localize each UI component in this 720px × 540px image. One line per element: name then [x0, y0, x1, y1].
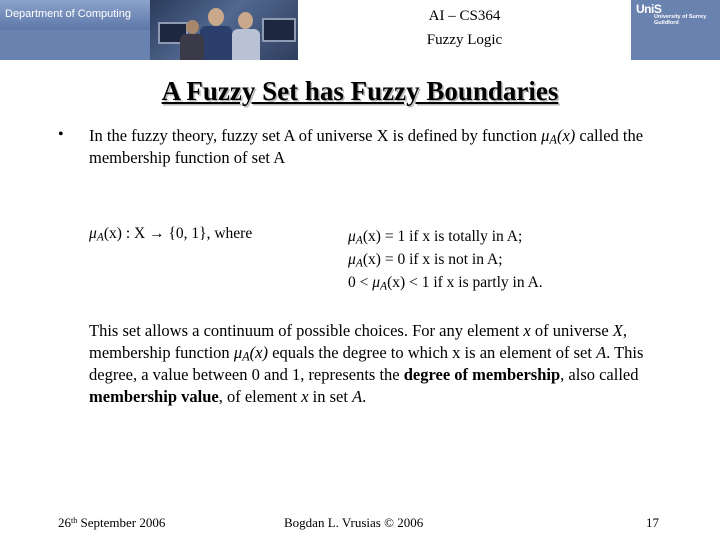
unis-wordmark: UniS: [636, 2, 662, 16]
bullet-text: [89, 125, 689, 169]
mu-subscript: A: [355, 256, 363, 270]
person-body: [180, 34, 204, 60]
department-label: Department of Computing: [5, 8, 131, 20]
case-line: [348, 225, 543, 248]
explanation-text: This set allows a continuum of possible choices. For any element: [89, 321, 524, 340]
explanation-paragraph: [89, 320, 689, 408]
lab-photo: [150, 0, 298, 60]
department-bar: [0, 0, 150, 30]
explanation-text: , membership function: [89, 321, 627, 362]
university-name-line1: University of Surrey: [654, 14, 707, 20]
case-text: (x) < 1 if x is partly in A.: [387, 274, 543, 291]
explanation-bold: degree of membership: [403, 365, 561, 384]
mu-subscript: A: [242, 349, 250, 364]
course-subtitle: Fuzzy Logic: [426, 32, 503, 48]
mu-subscript: A: [549, 132, 557, 147]
mu-symbol: μ: [372, 274, 381, 291]
explanation-text: in set: [308, 387, 353, 406]
person-head: [238, 12, 253, 29]
arrow-right-icon: →: [149, 225, 165, 242]
mu-symbol: μ: [541, 126, 550, 145]
explanation-text: , of element: [218, 387, 302, 406]
person-body: [200, 26, 232, 60]
university-name: [654, 14, 706, 26]
mu-argument: (x): [249, 343, 268, 362]
date-rest: September 2006: [77, 515, 166, 530]
explanation-text: of universe: [530, 321, 613, 340]
explanation-text: equals the degree to which x is an element of set: [268, 343, 597, 362]
case-line: [348, 248, 543, 271]
case-text: (x) = 0 if x is not in A;: [362, 251, 503, 268]
mu-symbol: μ: [89, 225, 97, 242]
page-number: 17: [646, 515, 659, 530]
explanation-italic: x: [301, 387, 309, 406]
university-name-line2: Guildford: [654, 20, 679, 26]
case-text: (x) = 1 if x is totally in A;: [362, 228, 523, 245]
mu-subscript: A: [380, 279, 388, 293]
topic-panel: [298, 0, 631, 60]
footer-date: [58, 515, 165, 531]
person-head: [186, 20, 199, 34]
date-day: 26: [58, 515, 71, 530]
definition-left: [89, 225, 252, 243]
explanation-text: .: [362, 387, 367, 406]
definition-text: (x) : X: [103, 225, 150, 242]
university-logo: [634, 2, 718, 32]
explanation-text: . This degree, a value between 0 and 1, represents the: [89, 343, 644, 384]
mu-symbol: μ: [348, 251, 356, 268]
person-body: [232, 29, 260, 60]
person-head: [208, 8, 224, 26]
footer-author: Bogdan L. Vrusias © 2006: [284, 515, 424, 530]
mu-subscript: A: [96, 230, 104, 244]
mu-argument: (x): [556, 126, 576, 145]
explanation-italic: A: [596, 343, 607, 362]
header-band: [0, 0, 720, 60]
date-suffix: th: [71, 516, 78, 525]
bullet-text-part: In the fuzzy theory, fuzzy set A of universe X is defined by function: [89, 126, 542, 145]
course-title: AI – CS364: [428, 8, 501, 24]
mu-symbol: μ: [233, 343, 243, 362]
monitor-shape: [262, 18, 296, 42]
explanation-italic: A: [352, 387, 363, 406]
bullet-dot-icon: •: [58, 126, 64, 143]
definition-cases: [348, 225, 543, 294]
slide-title: A Fuzzy Set has Fuzzy Boundaries: [161, 76, 559, 106]
explanation-italic: x: [523, 321, 531, 340]
explanation-bold: membership value: [89, 387, 219, 406]
bullet-text-part: called the membership function of set A: [89, 126, 644, 167]
definition-text: {0, 1}, where: [164, 225, 253, 242]
explanation-italic: X: [612, 321, 623, 340]
case-prefix: 0 <: [348, 274, 373, 291]
mu-symbol: μ: [348, 228, 356, 245]
mu-subscript: A: [355, 233, 363, 247]
case-line: [348, 271, 543, 294]
explanation-text: , also called: [560, 365, 639, 384]
